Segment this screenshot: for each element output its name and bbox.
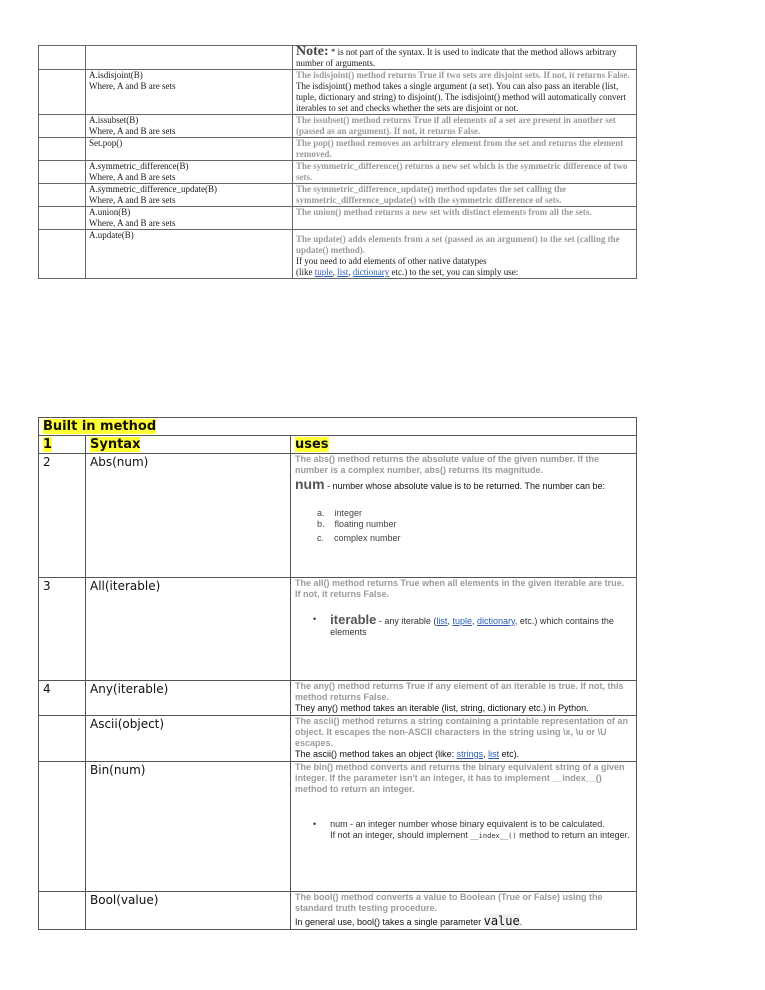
bullet-icon: • [313, 819, 317, 829]
table-row: Bin(num) The bin() method converts and returns the binary equivalent string of a given integer. If the parameter isn't an integer, it has to implement __index__() method to return an integer. • num - an integer number whose binary equivalent is to be calculated. If not an integer, should implement __index__() method to return an integer. [39, 762, 637, 892]
link-tuple[interactable]: tuple [314, 267, 333, 277]
link-tuple[interactable]: tuple [452, 616, 472, 626]
table-row: Bool(value) The bool() method converts a value to Boolean (True or False) using the standard truth testing procedure. In general use, bool() takes a single parameter value. [39, 892, 637, 930]
table-title: Built in method [43, 419, 157, 434]
table-row: 4 Any(iterable) The any() method returns True if any element of an iterable is true. If not, this method returns False. They any() method takes an iterable (list, string, dictionary etc.) in Python. [39, 681, 637, 716]
link-dictionary[interactable]: dictionary [477, 616, 515, 626]
table-row: Set.pop() The pop() method removes an arbitrary element from the set and returns the element removed. [39, 138, 637, 161]
link-strings[interactable]: strings [456, 749, 484, 759]
bullet-icon: • [313, 614, 317, 624]
table-row: A.symmetric_difference(B) Where, A and B are sets The symmetric_difference() returns a new set which is the symmetric difference of two sets. [39, 161, 637, 184]
link-dictionary[interactable]: dictionary [352, 267, 390, 277]
table-row: A.union(B) Where, A and B are sets The union() method returns a new set with distinct elements from all the sets. [39, 207, 637, 230]
builtin-methods-table: Built in method 1 Syntax uses 2 Abs(num) The abs() method returns the absolute value of the given number. If the number is a complex number, abs() returns its magnitude. num - number whose absolute value is to be returned. The number can be: a. integer b. floating number c. complex number 3 All(iterable) The all() method returns True when all elements in the given iterable are true. If not, it returns False. • iterable - any iterable (list, tuple, dictionary, etc.) which contains the elements 4 Any(iterable) The any() method returns True if any element of an iterable is true. If not, this method returns False. They any() method takes an iterable (list, string, dictionary etc.) in Python. Ascii(object) The ascii() method returns a string containing a printable representation of an object. It escapes the non-ASCII characters in the string using \x, \u or \U escapes. The ascii() method takes an object (like: strings, list etc). Bin(num) The bin() method converts and returns the binary equivalent string of a given integer. If the parameter isn't an integer, it has to implement __index__() method to return an integer. • num - an integer number whose binary equivalent is to be calculated. If not an integer, should implement __index__() method to return an integer. Bool(value) The bool() method converts a value to Boolean (True or False) using the standard truth testing procedure. In general use, bool() takes a single parameter value. [38, 417, 637, 930]
link-list[interactable]: list [436, 616, 448, 626]
link-list[interactable]: list [488, 749, 500, 759]
link-list[interactable]: list [337, 267, 349, 277]
table-row: 3 All(iterable) The all() method returns True when all elements in the given iterable are true. If not, it returns False. • iterable - any iterable (list, tuple, dictionary, etc.) which contains the elements [39, 578, 637, 681]
set-methods-table [38, 45, 637, 279]
table-row: Ascii(object) The ascii() method returns a string containing a printable representation of an object. It escapes the non-ASCII characters in the string using \x, \u or \U escapes. The ascii() method takes an object (like: strings, list etc). [39, 716, 637, 762]
table-row: A.isdisjoint(B) Where, A and B are sets The isdisjoint() method returns True if two sets are disjoint sets. If not, it returns False. The isdisjoint() method takes a single argument (a set). You can also pass an iterable (list, tuple, dictionary and string) to disjoint(). The isdisjoint() method will automatically convert iterables to set and checks whether the sets are disjoint or not. [39, 70, 637, 115]
note-cell: Note: * is not part of the syntax. It is used to indicate that the method allows arbitrary number of arguments. [293, 46, 637, 70]
table-row: A.update(B) The update() adds elements from a set (passed as an argument) to the set (calling the update() method). If you need to add elements of other native datatypes (like tuple, list, dictionary etc.) to the set, you can simply use: [39, 230, 637, 279]
table-row: 2 Abs(num) The abs() method returns the absolute value of the given number. If the number is a complex number, abs() returns its magnitude. num - number whose absolute value is to be returned. The number can be: a. integer b. floating number c. complex number [39, 454, 637, 578]
table-row: A.issubset(B) Where, A and B are sets The issubset() method returns True if all elements of a set are present in another set (passed as an argument). If not, it returns False. [39, 115, 637, 138]
table-row: A.symmetric_difference_update(B) Where, A and B are sets The symmetric_difference_update() method updates the set calling the symmetric_difference_update() with the symmetric difference of sets. [39, 184, 637, 207]
